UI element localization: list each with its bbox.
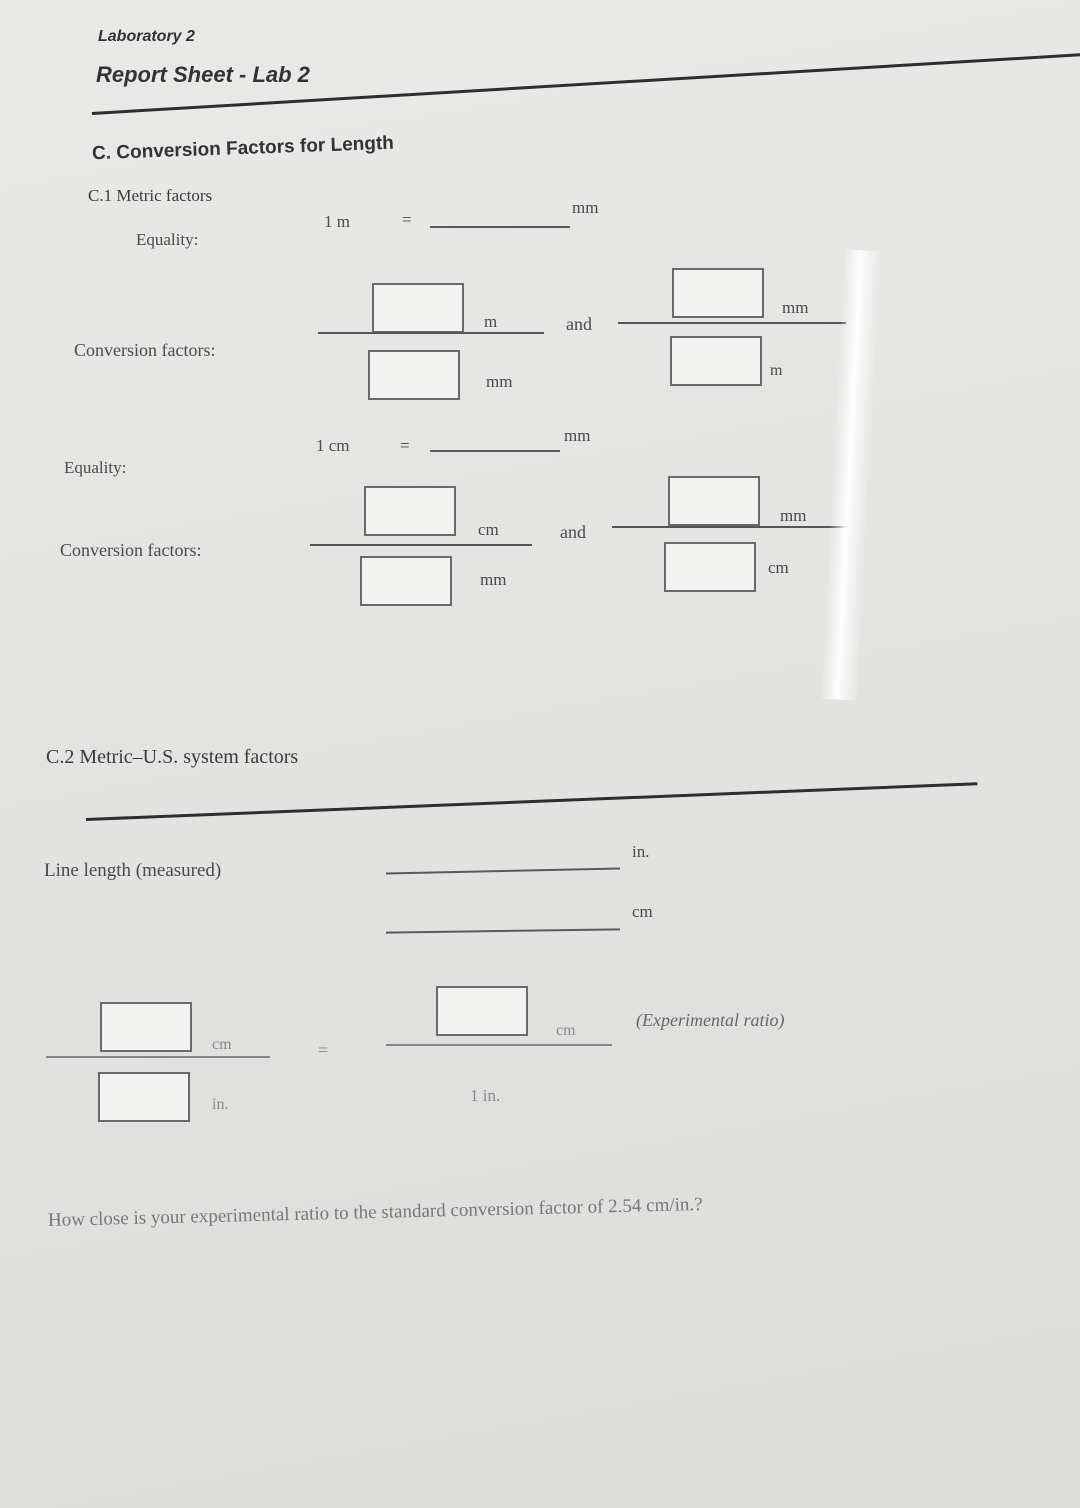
line-length-in-blank[interactable] bbox=[386, 868, 620, 875]
equals-sign-1: = bbox=[402, 210, 412, 229]
page-title: Report Sheet - Lab 2 bbox=[96, 62, 310, 87]
factor3-fraction-bar bbox=[310, 544, 532, 546]
and-label-1: and bbox=[566, 314, 592, 334]
equals-sign-2: = bbox=[400, 436, 410, 455]
section-c-title: C. Conversion Factors for Length bbox=[91, 132, 395, 165]
equality-left-2: 1 cm bbox=[316, 436, 350, 455]
factor2-denominator-unit: m bbox=[770, 362, 783, 379]
line-length-cm-blank[interactable] bbox=[386, 928, 620, 933]
equality-blank-1[interactable] bbox=[430, 226, 570, 228]
ratio-fraction-bar bbox=[46, 1056, 270, 1058]
factor3-denominator-box[interactable] bbox=[360, 556, 452, 606]
experimental-ratio-note: (Experimental ratio) bbox=[636, 1010, 785, 1030]
ratio-equals-sign: = bbox=[318, 1040, 329, 1060]
screen-glare bbox=[820, 249, 881, 700]
equality-label-2: Equality: bbox=[64, 458, 127, 477]
ratio-denominator-box[interactable] bbox=[98, 1072, 190, 1122]
factor1-numerator-box[interactable] bbox=[372, 283, 464, 333]
conversion-label-2: Conversion factors: bbox=[60, 540, 202, 560]
equality-left-1: 1 m bbox=[324, 212, 350, 231]
factor4-fraction-bar bbox=[612, 526, 848, 528]
factor1-denominator-box[interactable] bbox=[368, 350, 460, 400]
ratio-denominator-unit: in. bbox=[212, 1096, 229, 1113]
factor4-denominator-unit: cm bbox=[768, 558, 789, 577]
factor3-numerator-box[interactable] bbox=[364, 486, 456, 536]
equality-unit-2: mm bbox=[564, 426, 591, 445]
line-length-in-unit: in. bbox=[632, 842, 650, 861]
factor2-fraction-bar bbox=[618, 322, 846, 324]
factor3-numerator-unit: cm bbox=[478, 520, 499, 539]
factor4-numerator-box[interactable] bbox=[668, 476, 760, 526]
equality-label-1: Equality: bbox=[136, 230, 199, 249]
section-c1-title: C.1 Metric factors bbox=[88, 186, 213, 205]
lab-number: Laboratory 2 bbox=[98, 28, 195, 45]
ratio-result-denominator: 1 in. bbox=[470, 1086, 501, 1105]
factor3-denominator-unit: mm bbox=[480, 570, 507, 589]
line-length-cm-unit: cm bbox=[632, 902, 653, 921]
section-c2-rule bbox=[86, 782, 977, 821]
conversion-label-1: Conversion factors: bbox=[74, 340, 216, 360]
ratio-result-unit: cm bbox=[556, 1022, 576, 1039]
factor2-numerator-unit: mm bbox=[782, 298, 809, 317]
line-length-label: Line length (measured) bbox=[44, 860, 222, 881]
factor2-denominator-box[interactable] bbox=[670, 336, 762, 386]
ratio-numerator-unit: cm bbox=[212, 1036, 232, 1053]
factor4-numerator-unit: mm bbox=[780, 506, 807, 525]
ratio-numerator-box[interactable] bbox=[100, 1002, 192, 1052]
factor1-numerator-unit: m bbox=[484, 312, 498, 331]
equality-unit-1: mm bbox=[572, 198, 599, 217]
factor2-numerator-box[interactable] bbox=[672, 268, 764, 318]
comparison-question: How close is your experimental ratio to the standard conversion factor of 2.54 cm/in.? bbox=[47, 1194, 703, 1231]
ratio-result-box[interactable] bbox=[436, 986, 528, 1036]
section-c2-title: C.2 Metric–U.S. system factors bbox=[46, 746, 299, 768]
and-label-2: and bbox=[560, 522, 586, 542]
ratio-result-bar bbox=[386, 1044, 612, 1046]
factor1-denominator-unit: mm bbox=[486, 372, 513, 391]
equality-blank-2[interactable] bbox=[430, 450, 560, 452]
factor1-fraction-bar bbox=[318, 332, 544, 334]
factor4-denominator-box[interactable] bbox=[664, 542, 756, 592]
